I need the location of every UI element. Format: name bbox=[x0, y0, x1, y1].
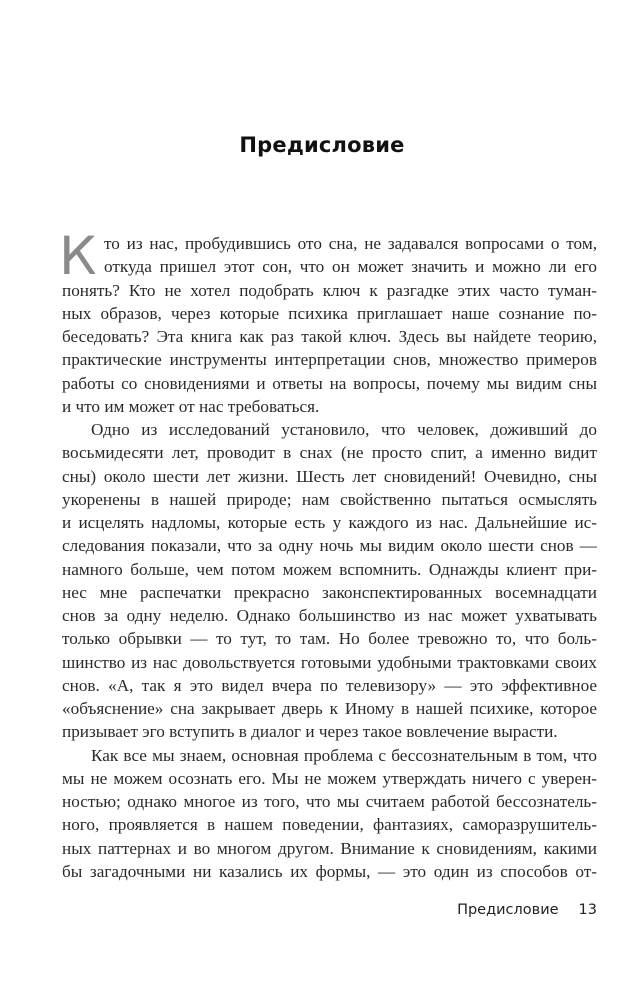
text-line: Как все мы знаем, основная проблема с бессознательным в том, что bbox=[91, 745, 597, 765]
text-line: и что им может от нас требоваться. bbox=[62, 396, 320, 416]
chapter-heading: Предисловие bbox=[239, 133, 405, 157]
text-line: снов за одну неделю. Однако большинство из нас может ухватывать bbox=[62, 606, 597, 625]
text-line: понять? Кто не хотел подобрать ключ к разгадке этих часто туман- bbox=[62, 280, 597, 300]
text-line: «объяснение» сна закрывает дверь к Иному в нашей психике, которое bbox=[62, 699, 597, 718]
paragraph-2 bbox=[62, 418, 597, 744]
text-line: работы со сновидениями и ответы на вопросы, почему мы видим сны bbox=[62, 373, 597, 393]
text-line: укоренены в нашей природе; нам свойственно пытаться осмыслять bbox=[62, 489, 597, 509]
text-line: ностью; однако многое из того, что мы считаем работой бессознатель- bbox=[62, 792, 597, 811]
text-line: шинство из нас довольствуется готовыми удобными трактовками своих bbox=[62, 652, 597, 672]
running-title: Предисловие bbox=[457, 902, 559, 918]
text-line: ного, проявляется в нашем поведении, фантазиях, саморазрушитель- bbox=[62, 815, 597, 835]
text-line: ных образов, через которые психика приглашает наше сознание по- bbox=[62, 303, 597, 323]
text-line: только обрывки — то тут, то там. Но более тревожно то, что боль- bbox=[62, 629, 597, 649]
text-line: мы не можем осознать его. Мы не можем утверждать ничего с уверен- bbox=[62, 768, 597, 788]
paragraph-3 bbox=[62, 744, 597, 884]
text-line: бы загадочными ни казались их формы, — это один из способов от- bbox=[62, 861, 597, 881]
page-footer bbox=[0, 902, 597, 918]
text-line: практические инструменты интерпретации снов, множество примеров bbox=[62, 350, 597, 370]
text-line: следования показали, что за одну ночь мы видим около шести снов — bbox=[62, 536, 597, 556]
text-line: то из нас, пробудившись ото сна, не задавался вопросами о том, bbox=[104, 234, 597, 253]
text-line: беседовать? Эта книга как раз такой ключ. Здесь вы найдете теорию, bbox=[62, 327, 597, 346]
text-line: намного больше, чем потом можем вспомнить. Однажды клиент при- bbox=[62, 559, 597, 579]
text-line: и исцелять надломы, которые есть у каждого из нас. Дальнейшие ис- bbox=[62, 513, 597, 532]
text-line: Одно из исследований установило, что человек, доживший до bbox=[91, 420, 597, 439]
text-line: сны) около шести лет жизни. Шесть лет сновидений! Очевидно, сны bbox=[62, 466, 597, 486]
page-number: 13 bbox=[578, 902, 597, 918]
drop-cap: К bbox=[59, 226, 97, 287]
body-text bbox=[59, 226, 597, 883]
text-line: снов. «А, так я это видел вчера по телевизору» — это эффективное bbox=[62, 675, 597, 695]
text-line: восьмидесяти лет, проводит в снах (не просто спит, а именно видит bbox=[62, 443, 597, 463]
paragraph-1 bbox=[62, 232, 597, 418]
text-line: призывает эго вступить в диалог и через такое вовлечение вырасти. bbox=[62, 722, 558, 742]
text-line: откуда пришел этот сон, что он может значить и можно ли его bbox=[104, 257, 597, 277]
text-line: ных паттернах и во многом другом. Внимание к сновидениям, какими bbox=[62, 838, 597, 858]
text-line: нес мне распечатки прекрасно законспектированных восемнадцати bbox=[62, 582, 597, 602]
